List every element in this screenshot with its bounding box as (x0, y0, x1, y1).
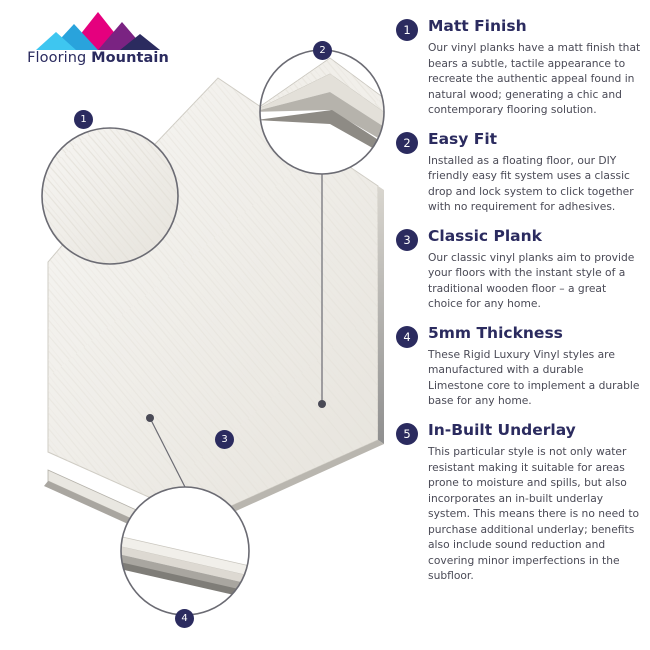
mountain-logo-icon (36, 10, 160, 50)
feature-title-5: In-Built Underlay (428, 420, 576, 439)
feature-number-5: 5 (396, 423, 418, 445)
brand-name-light: Flooring (27, 50, 87, 66)
leader-dot-4 (146, 414, 154, 422)
feature-title-2: Easy Fit (428, 129, 498, 148)
feature-number-1: 1 (396, 19, 418, 41)
feature-title-4: 5mm Thickness (428, 323, 563, 342)
feature-item-classic-plank (396, 228, 642, 312)
feature-item-easy-fit (396, 131, 642, 215)
brand-name (18, 50, 178, 66)
callout-badge-1: 1 (74, 110, 93, 129)
callout-badge-4: 4 (175, 609, 194, 628)
feature-number-4: 4 (396, 326, 418, 348)
feature-number-2: 2 (396, 132, 418, 154)
feature-list (396, 18, 642, 597)
feature-item-underlay (396, 422, 642, 584)
feature-item-thickness (396, 325, 642, 409)
feature-item-matt-finish (396, 18, 642, 118)
feature-body-5: This particular style is not only water resistant making it suitable for areas prone to moisture and spills, but also incorporates an in-built underlay system. This means there is no need to purchase additional underlay; benefits also include sound reduction and covering minor imperfections in the subfloor. (428, 445, 640, 583)
feature-body-4: These Rigid Luxury Vinyl styles are manufactured with a durable Limestone core to implement a durable base for any home. (428, 347, 640, 408)
magnifier-circle-1 (42, 128, 178, 264)
leader-dot-2 (318, 400, 326, 408)
feature-title-3: Classic Plank (428, 226, 542, 245)
feature-number-3: 3 (396, 229, 418, 251)
feature-body-3: Our classic vinyl planks aim to provide your floors with the instant style of a traditional wooden floor – a great choice for any home. (428, 250, 635, 311)
brand-logo (18, 10, 178, 72)
callout-badge-2: 2 (313, 41, 332, 60)
feature-body-1: Our vinyl planks have a matt finish that bears a subtle, tactile appearance to recreate the authentic appeal found in natural wood; generating a chic and contemporary flooring solution. (428, 41, 641, 117)
brand-name-bold: Mountain (91, 50, 169, 66)
feature-title-1: Matt Finish (428, 17, 527, 35)
feature-body-2: Installed as a floating floor, our DIY friendly easy fit system uses a classic drop and lock system to click together with no requirement for adhesives. (428, 153, 634, 214)
callout-badge-3: 3 (215, 430, 234, 449)
